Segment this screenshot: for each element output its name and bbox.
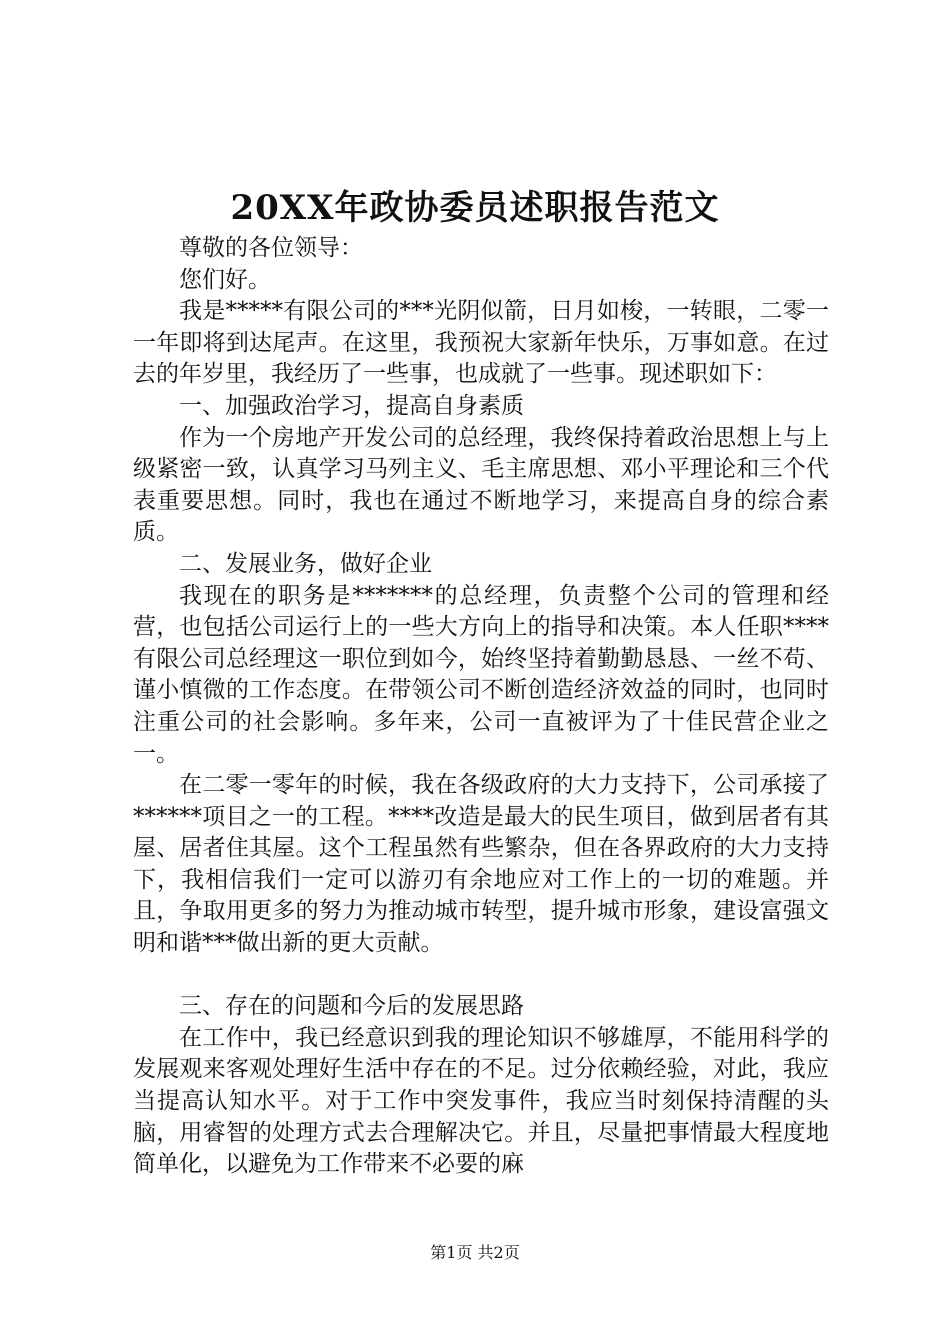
section-2-paragraph-1: 我现在的职务是*******的总经理，负责整个公司的管理和经营，也包括公司运行上的一些大方向上的指导和决策。本人任职****有限公司总经理这一职位到如今，始终坚持着勤勤恳恳、一丝不苟、谨小慎微的工作态度。在带领公司不断创造经济效益的同时，也同时注重公司的社会影响。多年来，公司一直被评为了十佳民营企业之一。 xyxy=(133,582,829,767)
greeting: 您们好。 xyxy=(179,266,271,293)
section-heading-3: 三、存在的问题和今后的发展思路 xyxy=(179,993,524,1020)
section-1-paragraph: 作为一个房地产开发公司的总经理，我终保持着政治思想上与上级紧密一致，认真学习马列主义、毛主席思想、邓小平理论和三个代表重要思想。同时，我也在通过不断地学习，来提高自身的综合素质。 xyxy=(133,424,829,546)
salutation: 尊敬的各位领导： xyxy=(179,235,363,261)
document-body xyxy=(133,233,829,1181)
page-footer: 第1页 共2页 xyxy=(430,1243,520,1262)
section-2-paragraph-2: 在二零一零年的时候，我在各级政府的大力支持下，公司承接了******项目之一的工程。****改造是最大的民生项目，做到居者有其屋、居者住其屋。这个工程虽然有些繁杂，但在各界政府的大力支持下，我相信我们一定可以游刃有余地应对工作上的一切的难题。并且，争取用更多的努力为推动城市转型，提升城市形象，建设富强文明和谐***做出新的更大贡献。 xyxy=(133,772,829,957)
section-heading-2: 二、发展业务，做好企业 xyxy=(179,550,432,577)
section-3-paragraph: 在工作中，我已经意识到我的理论知识不够雄厚，不能用科学的发展观来客观处理好生活中存在的不足。过分依赖经验，对此，我应当提高认知水平。对于工作中突发事件，我应当时刻保持清醒的头脑，用睿智的处理方式去合理解决它。并且，尽量把事情最大程度地简单化，以避免为工作带来不必要的麻 xyxy=(133,1024,829,1178)
section-heading-1: 一、加强政治学习，提高自身素质 xyxy=(179,392,524,419)
blank-line xyxy=(133,960,829,992)
document-title: 20XX年政协委员述职报告范文 xyxy=(230,188,720,228)
intro-paragraph: 我是*****有限公司的***光阴似箭，日月如梭，一转眼，二零一一年即将到达尾声。在这里，我预祝大家新年快乐，万事如意。在过去的年岁里，我经历了一些事，也成就了一些事。现述职如下： xyxy=(133,298,829,388)
